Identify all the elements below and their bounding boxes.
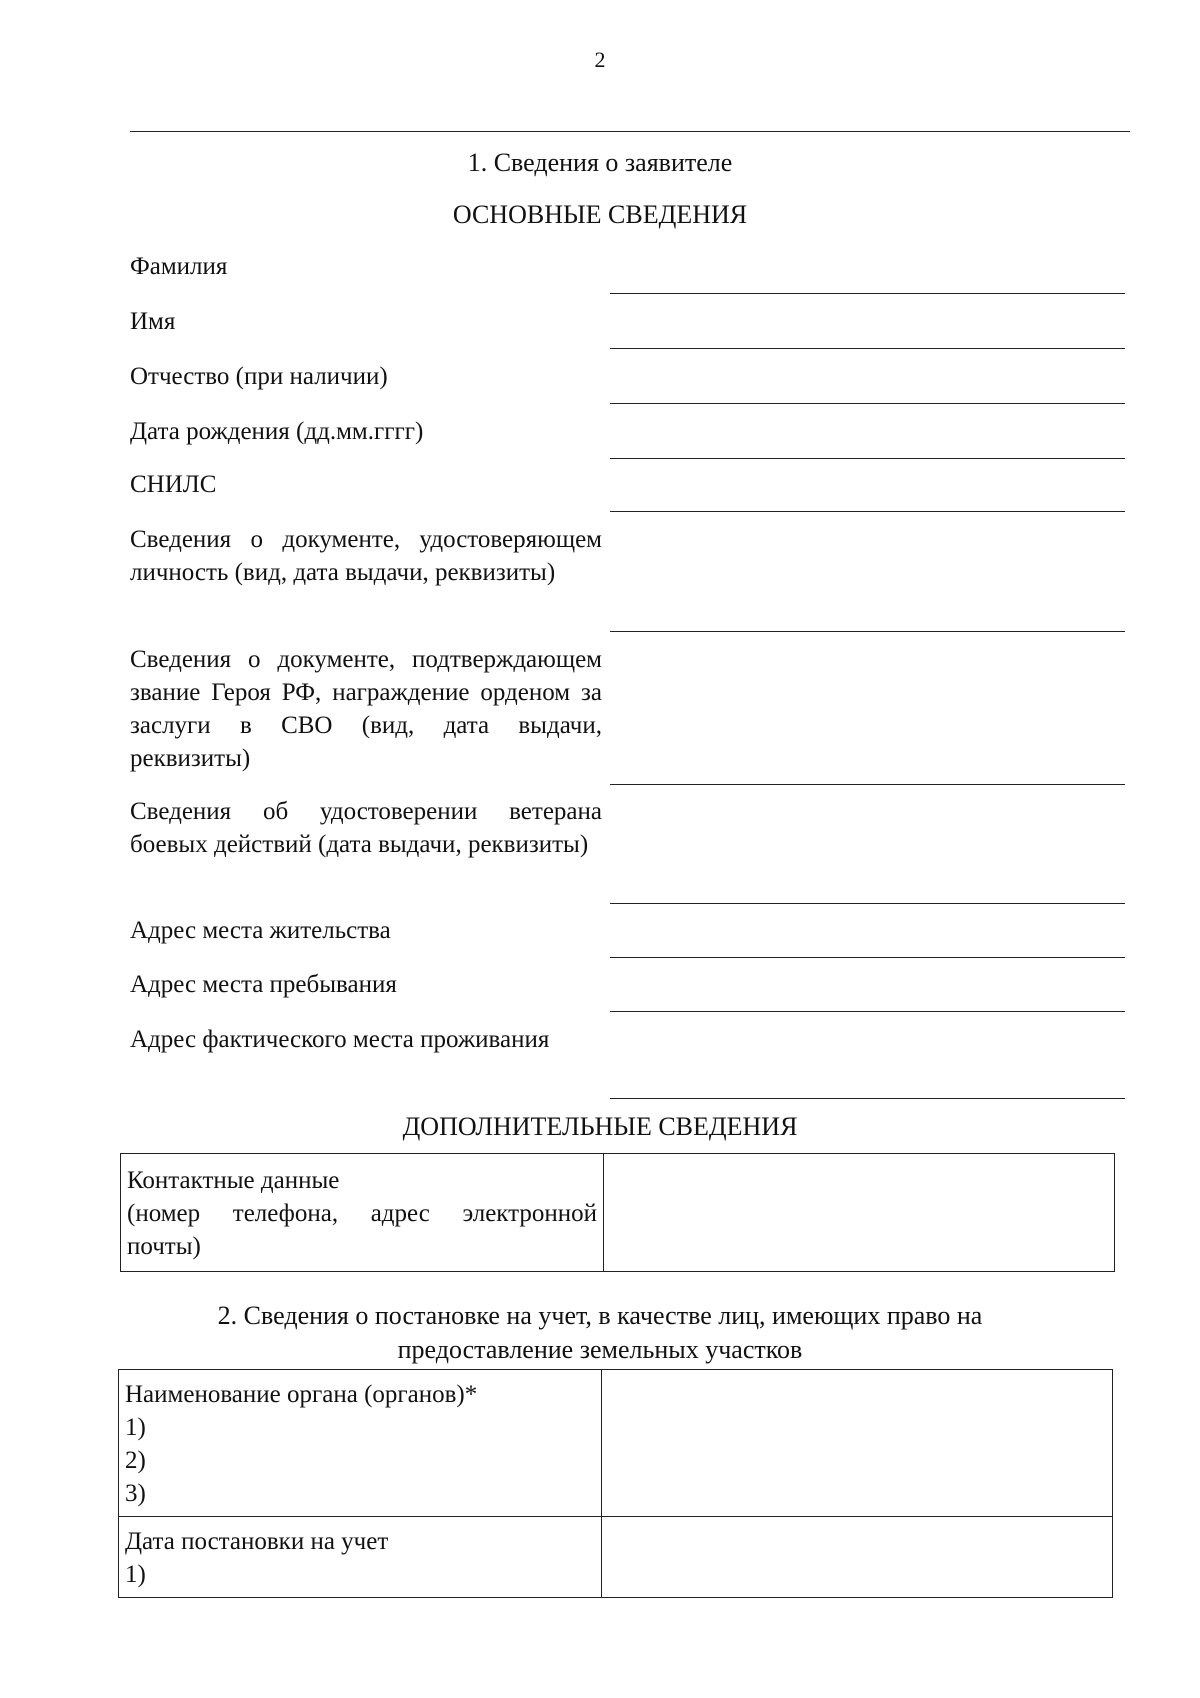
fill-line[interactable] <box>610 784 1125 785</box>
fill-line[interactable] <box>610 957 1125 958</box>
registration-date-label: Дата постановки на учет <box>125 1528 389 1555</box>
top-rule <box>130 131 1130 132</box>
page-number: 2 <box>594 47 606 72</box>
registration-date-value-cell[interactable] <box>602 1517 1113 1598</box>
authority-value-cell[interactable] <box>602 1370 1113 1517</box>
authority-label-cell <box>119 1370 602 1517</box>
fill-line[interactable] <box>610 293 1125 294</box>
field-label: СНИЛС <box>130 471 217 498</box>
field-label: Адрес места пребывания <box>130 971 397 998</box>
section-2-title-line2: предоставление земельных участков <box>397 1335 803 1364</box>
field-label: Имя <box>130 308 176 335</box>
fill-line[interactable] <box>610 348 1125 349</box>
contact-label-cell <box>121 1154 604 1272</box>
registration-table <box>118 1369 1113 1598</box>
fill-line[interactable] <box>610 1011 1125 1012</box>
section-2-title-line1: 2. Сведения о постановке на учет, в качестве лиц, имеющих право на <box>217 1301 983 1330</box>
field-label: Сведения о документе, подтверждающем звание Героя РФ, награждение орденом за заслуги в СВО (вид, дата выдачи, реквизиты) <box>130 646 602 772</box>
field-label: Отчество (при наличии) <box>130 363 388 390</box>
authority-label: Наименование органа (органов)* <box>125 1381 478 1408</box>
fill-line[interactable] <box>610 458 1125 459</box>
registration-date-label-cell <box>119 1517 602 1598</box>
field-label: Сведения об удостоверении ветерана боевых действий (дата выдачи, реквизиты) <box>130 798 602 858</box>
contact-label-line: Контактные данные <box>127 1167 340 1194</box>
basic-info-heading: ОСНОВНЫЕ СВЕДЕНИЯ <box>452 200 748 229</box>
list-item: 3) <box>125 1480 146 1507</box>
contact-value-cell[interactable] <box>604 1154 1115 1272</box>
field-label: Адрес места жительства <box>130 917 391 944</box>
contact-label-line: почты) <box>127 1233 201 1260</box>
list-item: 2) <box>125 1447 146 1474</box>
field-label: Адрес фактического места проживания <box>130 1026 550 1053</box>
fill-line[interactable] <box>610 511 1125 512</box>
field-label: Дата рождения (дд.мм.гггг) <box>130 418 424 445</box>
list-item: 1) <box>125 1414 146 1441</box>
section-1-title: 1. Сведения о заявителе <box>467 148 733 177</box>
contact-label-line: (номер телефона, адрес электронной <box>127 1200 597 1227</box>
fill-line[interactable] <box>610 631 1125 632</box>
additional-info-heading: ДОПОЛНИТЕЛЬНЫЕ СВЕДЕНИЯ <box>402 1112 798 1141</box>
fill-line[interactable] <box>610 403 1125 404</box>
fill-line[interactable] <box>610 903 1125 904</box>
list-item: 1) <box>125 1561 146 1588</box>
fill-line[interactable] <box>610 1098 1125 1099</box>
contact-table <box>120 1153 1115 1272</box>
field-label: Фамилия <box>130 253 228 280</box>
field-label: Сведения о документе, удостоверяющем личность (вид, дата выдачи, реквизиты) <box>130 526 602 586</box>
